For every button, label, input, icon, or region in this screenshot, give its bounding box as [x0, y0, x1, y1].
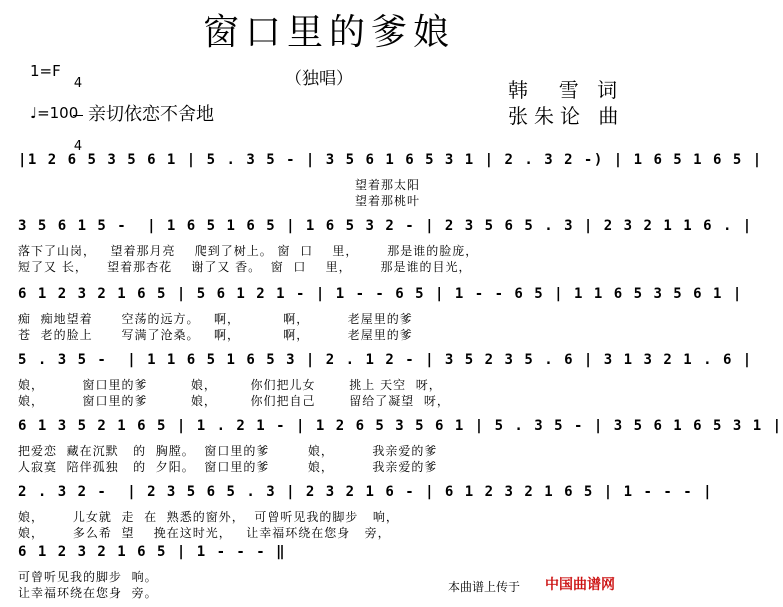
score-row-2-lyric-1: 落下了山岗， 望着那月亮 爬到了树上。 窗 口 里， 那是谁的脸庞， [18, 244, 479, 258]
score-row-3-lyric-1: 痴 痴地望着 空荡的远方。 啊， 啊， 老屋里的爹 [18, 312, 413, 326]
key-signature: 1=F [30, 62, 61, 80]
score-row-6-lyric-1: 娘， 儿女就 走 在 熟悉的窗外， 可曾听见我的脚步 响， [18, 510, 399, 524]
lyricist-credit: 韩 雪 词 [508, 78, 624, 102]
site-logo: 中国曲谱网 [545, 577, 615, 593]
score-row-7-lyric-2: 让幸福环绕在您身 旁。 [18, 586, 158, 600]
score-row-3-lyric-2: 苍 老的脸上 写满了沧桑。 啊， 啊， 老屋里的爹 [18, 328, 413, 342]
score-row-5-music: 6 1 3 5 2 1 6 5 | 1 . 2 1 - | 1 2 6 5 3 5 6 1 | 5 . 3 5 - | 3 5 6 1 6 5 3 1 | [18, 418, 783, 434]
score-row-6-lyric-2: 娘， 多么希 望 挽在这时光， 让幸福环绕在您身 旁， [18, 526, 391, 540]
page-title: 窗口里的爹娘 [202, 12, 455, 53]
meter-bottom: 4 [73, 139, 83, 154]
score-row-7-music: 6 1 2 3 2 1 6 5 | 1 - - - ‖ [18, 544, 287, 560]
score-row-4-music: 5 . 3 5 - | 1 1 6 5 1 6 5 3 | 2 . 1 2 - | 3 5 2 3 5 . 6 | 3 1 3 2 1 . 6 | [18, 352, 753, 368]
score-row-1-lyric-1: 望着那太阳 [18, 178, 421, 192]
upload-note: 本曲谱上传于 [448, 580, 521, 594]
meter-top: 4 [73, 76, 83, 91]
score-row-4-lyric-1: 娘， 窗口里的爹 娘， 你们把儿女 挑上 天空 呀， [18, 378, 442, 392]
score-row-1-music: |1 2 6 5 3 5 6 1 | 5 . 3 5 - | 3 5 6 1 6 5 3 1 | 2 . 3 2 -) | 1 6 5 1 6 5 | [18, 152, 763, 168]
score-row-5-lyric-1: 把爱恋 藏在沉默 的 胸膛。 窗口里的爹 娘， 我亲爱的爹 [18, 444, 438, 458]
score-row-1-lyric-2: 望着那桃叶 [18, 194, 421, 208]
performance-type: （独唱） [285, 69, 353, 89]
score-row-7-lyric-1: 可曾听见我的脚步 响。 [18, 570, 158, 584]
tempo-mark: ♩=100 [30, 104, 79, 122]
composer-credit: 张朱论 曲 [508, 104, 625, 128]
score-row-3-music: 6 1 2 3 2 1 6 5 | 5 6 1 2 1 - | 1 - - 6 5 | 1 - - 6 5 | 1 1 6 5 3 5 6 1 | [18, 286, 743, 302]
score-row-5-lyric-2: 人寂寞 陪伴孤独 的 夕阳。 窗口里的爹 娘， 我亲爱的爹 [18, 460, 438, 474]
score-row-2-music: 3 5 6 1 5 - | 1 6 5 1 6 5 | 1 6 5 3 2 - | 2 3 5 6 5 . 3 | 2 3 2 1 1 6 . | [18, 218, 753, 234]
score-row-2-lyric-2: 短了又 长， 望着那杏花 谢了又 香。 窗 口 里， 那是谁的目光， [18, 260, 472, 274]
score-row-4-lyric-2: 娘， 窗口里的爹 娘， 你们把自己 留给了凝望 呀， [18, 394, 450, 408]
score-row-6-music: 2 . 3 2 - | 2 3 5 6 5 . 3 | 2 3 2 1 6 - | 6 1 2 3 2 1 6 5 | 1 - - - | [18, 484, 714, 500]
expression-mark: 亲切依恋不舍地 [88, 104, 214, 125]
